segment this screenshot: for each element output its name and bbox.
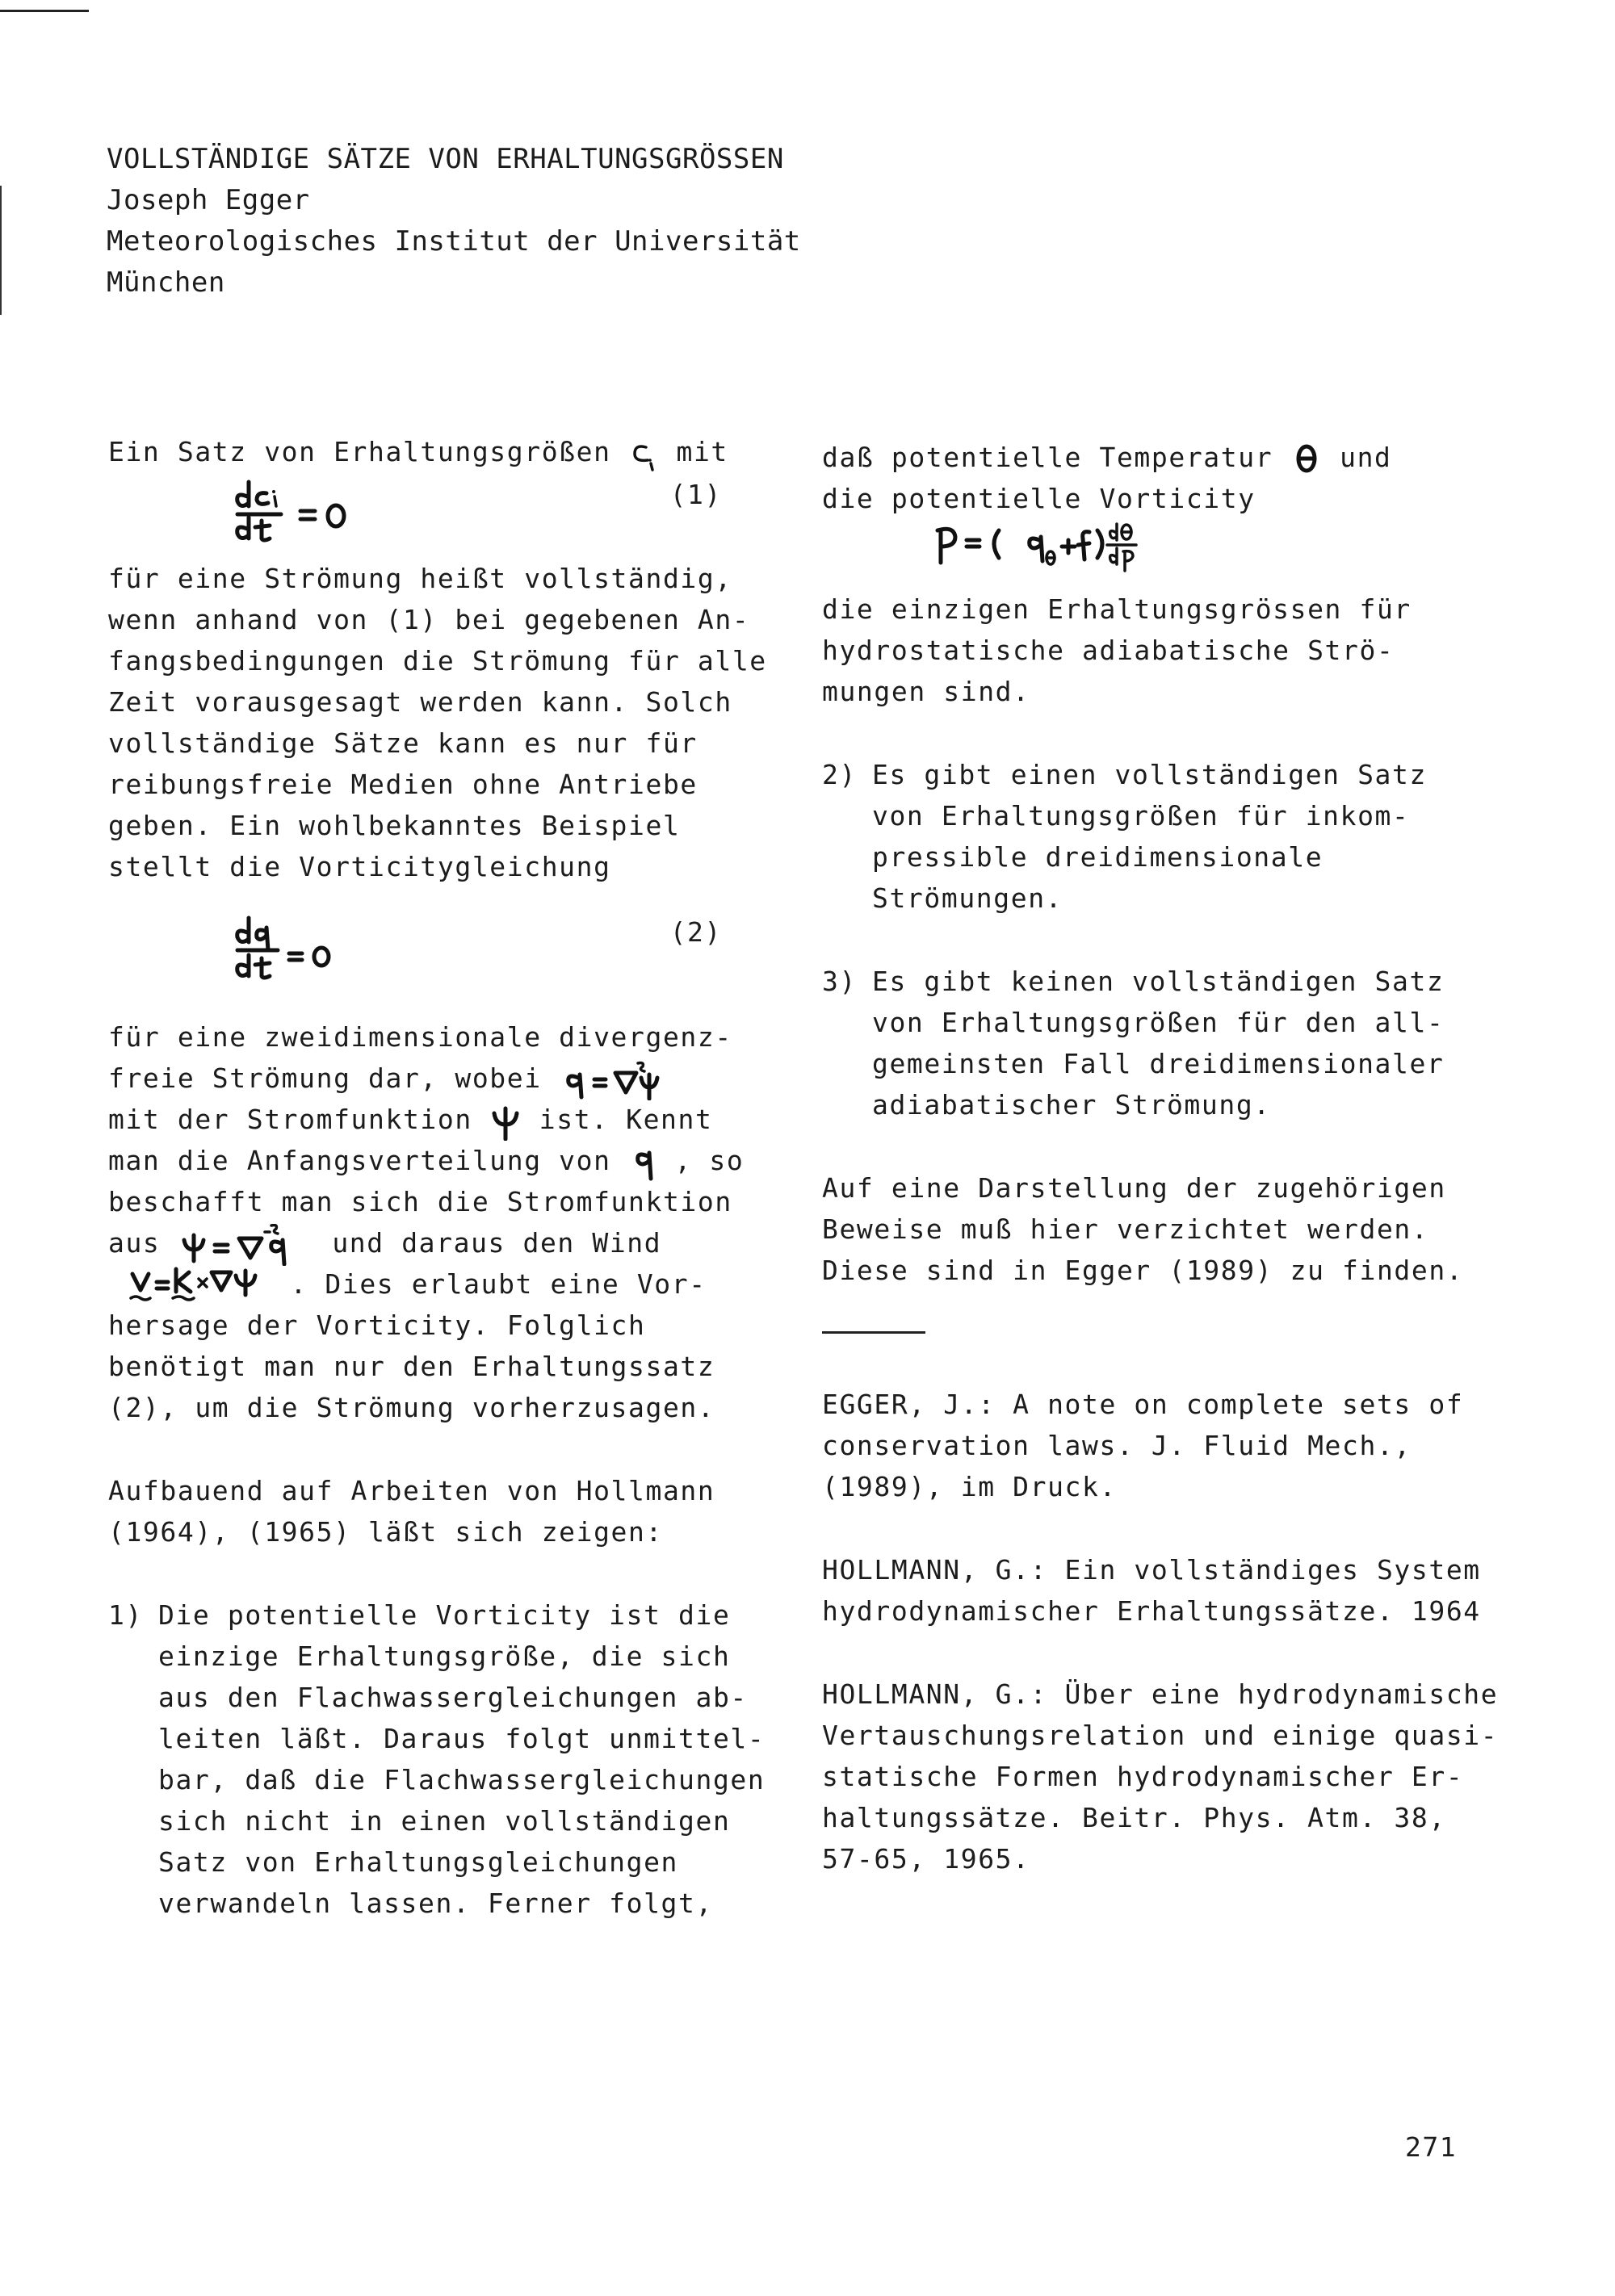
text-line: Beweise muß hier verzichtet werden. bbox=[822, 1213, 1429, 1245]
text-line: verwandeln lassen. Ferner folgt, bbox=[158, 1887, 713, 1919]
text-line: EGGER, J.: A note on complete sets of bbox=[822, 1389, 1464, 1420]
text-line: hydrodynamischer Erhaltungssätze. 1964 bbox=[822, 1595, 1481, 1627]
text-span: freie Strömung dar, wobei bbox=[108, 1062, 542, 1094]
q-equals-laplacian-psi bbox=[559, 1060, 664, 1100]
equation-number: (2) bbox=[669, 916, 722, 948]
reference-hollmann-1965 bbox=[822, 1674, 1499, 1879]
text-line: bar, daß die Flachwassergleichungen bbox=[158, 1764, 766, 1795]
text-line bbox=[108, 1140, 754, 1181]
author-name: Joseph Egger bbox=[107, 184, 310, 216]
text-line: Satz von Erhaltungsgleichungen bbox=[158, 1846, 679, 1878]
text-line: mungen sind. bbox=[822, 676, 1030, 707]
q-symbol bbox=[628, 1143, 657, 1182]
text-line: hersage der Vorticity. Folglich bbox=[108, 1309, 646, 1341]
text-line: (1989), im Druck. bbox=[822, 1471, 1117, 1502]
text-line bbox=[108, 431, 754, 472]
paragraph-vorticity bbox=[108, 1016, 754, 1428]
equation-2 bbox=[108, 903, 754, 1016]
text-line: (1964), (1965) läßt sich zeigen: bbox=[108, 1516, 663, 1548]
pv-formula bbox=[931, 519, 1222, 587]
references-divider bbox=[822, 1331, 925, 1334]
text-line: für eine Strömung heißt vollständig, bbox=[108, 563, 732, 594]
text-span: . Dies erlaubt eine Vor- bbox=[290, 1268, 707, 1300]
equation-1 bbox=[108, 472, 754, 558]
text-line: Diese sind in Egger (1989) zu finden. bbox=[822, 1255, 1464, 1286]
text-line: 57-65, 1965. bbox=[822, 1843, 1030, 1875]
wind-equals-k-cross-grad-psi bbox=[128, 1264, 273, 1308]
text-span: mit der Stromfunktion bbox=[108, 1104, 472, 1135]
institute-name: Meteorologisches Institut der Universität bbox=[107, 225, 801, 258]
text-line: für eine zweidimensionale divergenz- bbox=[108, 1021, 732, 1053]
text-line: leiten läßt. Daraus folgt unmittel- bbox=[158, 1723, 766, 1754]
paragraph-invariants bbox=[822, 589, 1484, 712]
list-number: 1) bbox=[108, 1599, 143, 1631]
text-line: geben. Ein wohlbekanntes Beispiel bbox=[108, 810, 681, 841]
text-line: Strömungen. bbox=[872, 882, 1063, 914]
equation-2-formula bbox=[231, 911, 376, 992]
text-span: Ein Satz von Erhaltungsgrößen bbox=[108, 436, 611, 467]
text-line bbox=[108, 1222, 754, 1263]
text-line: HOLLMANN, G.: Über eine hydrodynamische bbox=[822, 1678, 1499, 1710]
equation-number: (1) bbox=[669, 479, 722, 510]
text-line: Die potentielle Vorticity ist die bbox=[158, 1599, 731, 1631]
potential-vorticity-equation bbox=[822, 519, 1484, 589]
city-name: München bbox=[107, 266, 225, 299]
text-line: pressible dreidimensionale bbox=[872, 841, 1323, 873]
paragraph-completeness bbox=[108, 558, 767, 887]
text-line: Auf eine Darstellung der zugehörigen bbox=[822, 1172, 1446, 1204]
text-line: fangsbedingungen die Strömung für alle bbox=[108, 645, 767, 677]
left-column bbox=[108, 431, 767, 1924]
text-line bbox=[108, 1099, 754, 1140]
text-line: reibungsfreie Medien ohne Antriebe bbox=[108, 769, 698, 800]
text-line: benötigt man nur den Erhaltungssatz bbox=[108, 1351, 715, 1382]
list-item-1 bbox=[108, 1594, 766, 1924]
text-line: sich nicht in einen vollständigen bbox=[158, 1805, 731, 1837]
text-span: aus bbox=[108, 1227, 161, 1259]
text-line: beschafft man sich die Stromfunktion bbox=[108, 1186, 732, 1217]
scan-edge-mark bbox=[0, 10, 89, 12]
text-span: ist. Kennt bbox=[539, 1104, 713, 1135]
reference-hollmann-1964 bbox=[822, 1549, 1484, 1632]
text-line: die einzigen Erhaltungsgrössen für bbox=[822, 593, 1412, 625]
list-number: 2) bbox=[822, 759, 857, 790]
text-span: , so bbox=[674, 1145, 745, 1176]
text-line: vollständige Sätze kann es nur für bbox=[108, 727, 698, 759]
psi-symbol bbox=[489, 1102, 522, 1141]
scan-margin-line bbox=[0, 186, 2, 315]
text-span: man die Anfangsverteilung von bbox=[108, 1145, 611, 1176]
text-line: aus den Flachwassergleichungen ab- bbox=[158, 1682, 748, 1713]
text-line: von Erhaltungsgrößen für inkom- bbox=[872, 800, 1410, 832]
c-i-symbol bbox=[628, 436, 659, 471]
article-title: VOLLSTÄNDIGE SÄTZE VON ERHALTUNGSGRÖSSEN bbox=[107, 143, 784, 175]
text-line bbox=[822, 437, 1484, 478]
article-header bbox=[107, 139, 801, 304]
text-line: (2), um die Strömung vorherzusagen. bbox=[108, 1392, 715, 1423]
text-line: haltungssätze. Beitr. Phys. Atm. 38, bbox=[822, 1802, 1446, 1833]
list-item-3 bbox=[822, 961, 1484, 1125]
text-span: und bbox=[1340, 442, 1392, 473]
theta-symbol bbox=[1290, 441, 1323, 478]
text-span: daß potentielle Temperatur bbox=[822, 442, 1273, 473]
text-line: Vertauschungsrelation und einige quasi- bbox=[822, 1720, 1499, 1751]
text-line: einzige Erhaltungsgröße, die sich bbox=[158, 1640, 731, 1672]
text-line: von Erhaltungsgrößen für den all- bbox=[872, 1007, 1445, 1038]
list-item-2 bbox=[822, 754, 1484, 919]
page-number: 271 bbox=[1405, 2131, 1458, 2163]
equation-1-formula bbox=[231, 472, 392, 553]
text-line: conservation laws. J. Fluid Mech., bbox=[822, 1430, 1412, 1461]
text-line: gemeinsten Fall dreidimensionaler bbox=[872, 1048, 1445, 1079]
list-number: 3) bbox=[822, 966, 857, 997]
paragraph-proofs bbox=[822, 1167, 1484, 1291]
text-line: Aufbauend auf Arbeiten von Hollmann bbox=[108, 1475, 715, 1506]
text-line: Zeit vorausgesagt werden kann. Solch bbox=[108, 686, 732, 718]
text-span: mit bbox=[676, 436, 728, 467]
text-line bbox=[108, 1263, 754, 1305]
text-line: stellt die Vorticitygleichung bbox=[108, 851, 611, 882]
text-line: die potentielle Vorticity bbox=[822, 483, 1256, 514]
text-span: und daraus den Wind bbox=[332, 1227, 662, 1259]
paragraph-hollmann bbox=[108, 1470, 754, 1552]
text-line: Es gibt keinen vollständigen Satz bbox=[872, 966, 1445, 997]
text-line: HOLLMANN, G.: Ein vollständiges System bbox=[822, 1554, 1481, 1586]
text-line: wenn anhand von (1) bei gegebenen An- bbox=[108, 604, 750, 635]
text-line: adiabatischer Strömung. bbox=[872, 1089, 1271, 1121]
text-line bbox=[108, 1058, 754, 1099]
reference-egger bbox=[822, 1384, 1484, 1507]
right-column bbox=[822, 437, 1499, 1879]
text-line: hydrostatische adiabatische Strö- bbox=[822, 635, 1395, 666]
psi-equals-inverse-laplacian-q bbox=[178, 1224, 315, 1266]
text-line: Es gibt einen vollständigen Satz bbox=[872, 759, 1427, 790]
text-line: statische Formen hydrodynamischer Er- bbox=[822, 1761, 1464, 1792]
